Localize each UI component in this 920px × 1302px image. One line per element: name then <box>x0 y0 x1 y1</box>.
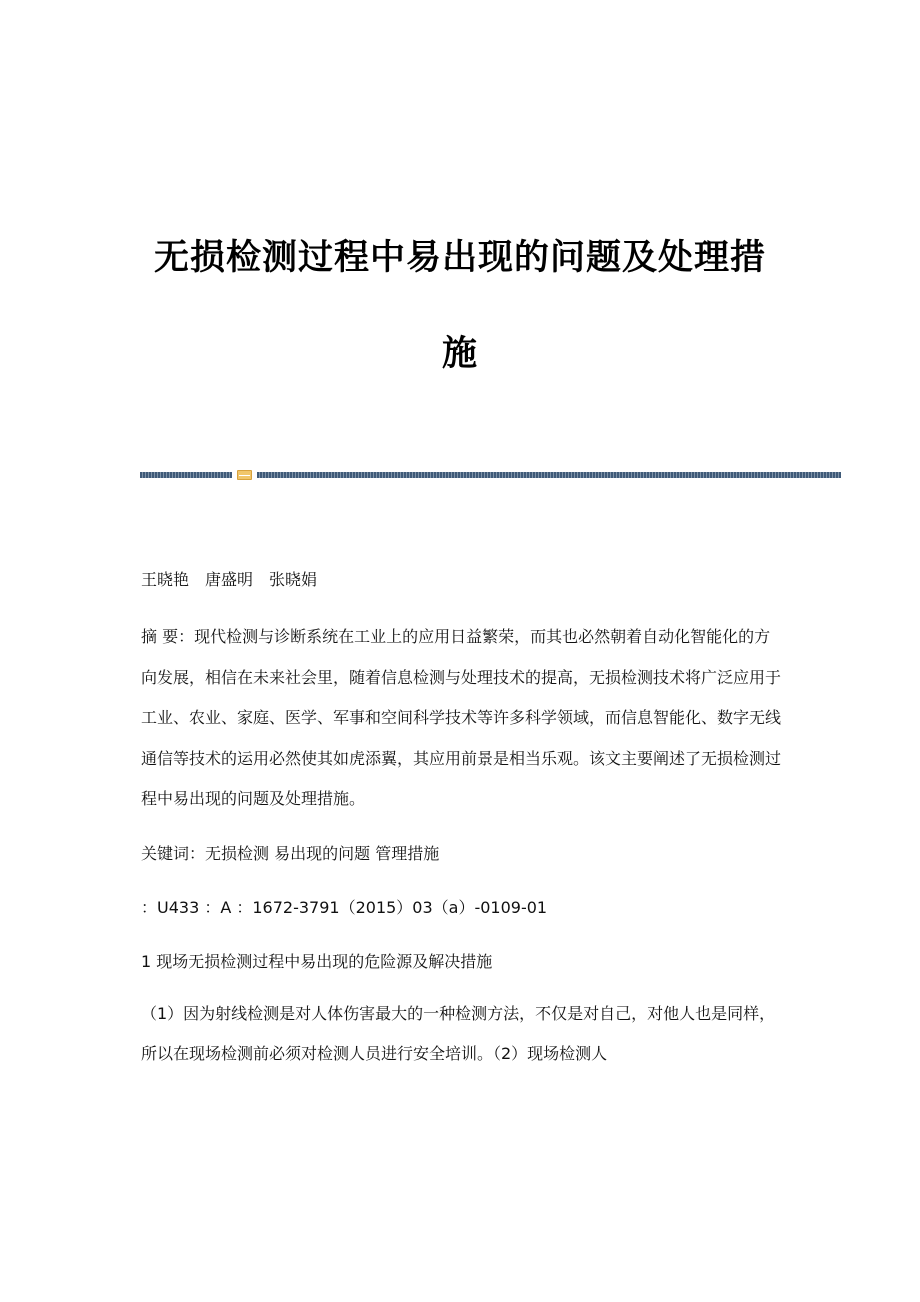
keywords-line <box>141 834 783 874</box>
section-heading: 1 现场无损检测过程中易出现的危险源及解决措施 <box>141 951 493 971</box>
title-divider <box>140 470 841 480</box>
keyword: 易出现的问题 <box>274 843 371 863</box>
author-name: 唐盛明 <box>205 570 254 589</box>
title-block <box>110 210 810 402</box>
document-body <box>141 562 783 1074</box>
document-title <box>110 210 810 402</box>
title-line-2: 施 <box>441 333 478 374</box>
keywords-label: 关键词： <box>141 843 206 863</box>
abstract-paragraph: 摘 要：现代检测与诊断系统在工业上的应用日益繁荣，而其也必然朝着自动化智能化的方向发展，相信在未来社会里，随着信息检测与处理技术的提高，无损检测技术将广泛应用于工业、农业、家庭、医学、军事和空间科学技术等许多科学领域，而信息智能化、数字无线通信等技术的运用必然使其如虎添翼，其应用前景是相当乐观。该文主要阐述了无损检测过程中易出现的问题及处理措施。 <box>141 627 782 808</box>
divider-bar-left <box>140 472 232 478</box>
author-list <box>141 562 783 598</box>
divider-bar-right <box>257 472 841 478</box>
title-line-1: 无损检测过程中易出现的问题及处理措 <box>153 237 766 278</box>
author-name: 张晓娟 <box>269 570 318 589</box>
envelope-icon <box>237 470 252 480</box>
keyword: 无损检测 <box>205 843 270 863</box>
section-paragraph: （1）因为射线检测是对人体伤害最大的一种检测方法，不仅是对自己，对他人也是同样，所以在现场检测前必须对检测人员进行安全培训。（2）现场检测人 <box>141 1003 776 1063</box>
author-name: 王晓艳 <box>141 570 190 589</box>
classification-line: ：U433 ：A ：1672-3791（2015）03（a）-0109-01 <box>141 897 548 917</box>
keyword: 管理措施 <box>375 843 440 863</box>
